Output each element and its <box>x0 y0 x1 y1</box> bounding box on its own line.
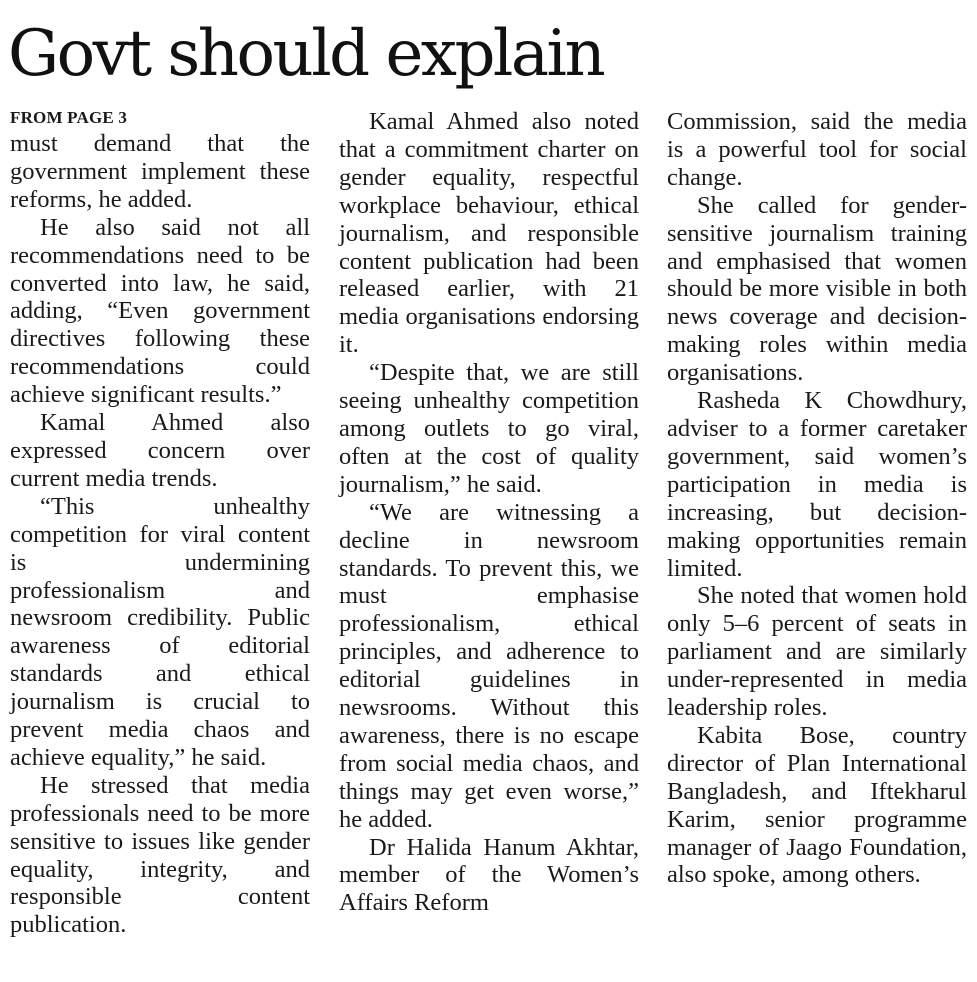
article-paragraph: She called for gender-sensitive journalism training and emphasised that women should be more visible in both news coverage and decision-making roles within media organisations. <box>667 191 967 387</box>
headline: Govt should explain <box>8 17 604 91</box>
article-column-1 <box>10 130 310 939</box>
article-column-2 <box>339 108 639 917</box>
article-paragraph: She noted that women hold only 5–6 percent of seats in parliament and are similarly under-represented in media leadership roles. <box>667 582 967 722</box>
article-paragraph: He also said not all recommendations need to be converted into law, he said, adding, “Even government directives following these recommendations could achieve significant results.” <box>10 213 310 409</box>
article-paragraph: Commission, said the media is a powerful tool for social change. <box>667 108 967 191</box>
jump-line: FROM PAGE 3 <box>10 108 128 127</box>
article-paragraph: “Despite that, we are still seeing unhealthy competition among outlets to go viral, often at the cost of quality journalism,” he said. <box>339 359 639 498</box>
article-paragraph: must demand that the government implement these reforms, he added. <box>10 130 310 213</box>
article-paragraph: Kabita Bose, country director of Plan International Bangladesh, and Iftekharul Karim, senior programme manager of Jaago Foundation, also spoke, among others. <box>667 721 967 889</box>
article-paragraph: Rasheda K Chowdhury, adviser to a former caretaker government, said women’s participation in media is increasing, but decision-making opportunities remain limited. <box>667 387 967 582</box>
article-paragraph: Kamal Ahmed also expressed concern over current media trends. <box>10 409 310 492</box>
article-column-3 <box>667 108 967 889</box>
article-paragraph: “This unhealthy competition for viral content is undermining professionalism and newsroom credibility. Public awareness of editorial standards and ethical journalism is crucial to prevent media chaos and achieve equality,” he said. <box>10 492 310 771</box>
article-paragraph: “We are witnessing a decline in newsroom standards. To prevent this, we must emphasise professionalism, ethical principles, and adherence to editorial guidelines in newsrooms. Without this awareness, there is no escape from social media chaos, and things may get even worse,” he added. <box>339 498 639 833</box>
article-paragraph: Kamal Ahmed also noted that a commitment charter on gender equality, respectful workplace behaviour, ethical journalism, and responsible content publication had been released earlier, with 21 media organisations endorsing it. <box>339 108 639 359</box>
article-paragraph: Dr Halida Hanum Akhtar, member of the Women’s Affairs Reform <box>339 833 639 917</box>
article-paragraph: He stressed that media professionals need to be more sensitive to issues like gender equality, integrity, and responsible content publication. <box>10 771 310 939</box>
